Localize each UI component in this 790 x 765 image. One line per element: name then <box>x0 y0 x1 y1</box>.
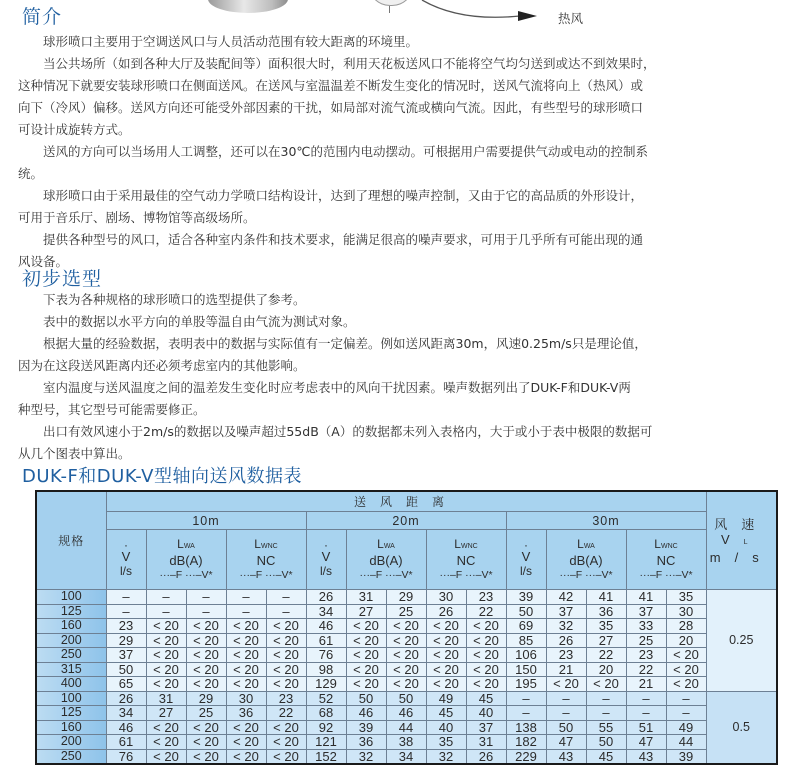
paragraph-line: 这种情况下就要安装球形喷口在侧面送风。在送风与室温温差不断发生变化的情况时，送风气流将向上（热风）或 <box>18 78 644 93</box>
value-cell: < 20 <box>186 662 226 677</box>
value-cell: 35 <box>426 735 466 750</box>
value-cell: < 20 <box>226 720 266 735</box>
value-cell: < 20 <box>386 648 426 663</box>
section-heading-selection: 初步选型 <box>22 268 103 290</box>
flow-symbol: V <box>521 549 531 564</box>
value-cell: < 20 <box>226 633 266 648</box>
paragraph-line: 因为在这段送风距离内还必须考虑室内的其他影响。 <box>18 358 306 373</box>
flow-unit: l/s <box>320 564 332 578</box>
spec-cell: 250 <box>36 749 106 764</box>
value-cell: < 20 <box>346 633 386 648</box>
header-distance-20m: 20m <box>306 512 506 530</box>
value-cell: 150 <box>506 662 546 677</box>
header-speed <box>706 491 777 590</box>
value-cell: < 20 <box>346 662 386 677</box>
header-lwnc-sub: WNC <box>460 543 478 550</box>
spec-cell: 160 <box>36 619 106 634</box>
header-lwnc-symbol-wrap <box>427 537 506 554</box>
value-cell: < 20 <box>466 633 506 648</box>
paragraph-line: 球形喷口由于采用最佳的空气动力学喷口结构设计，达到了理想的噪声控制，又由于它的高品质的外形设计， <box>43 188 644 203</box>
table-row <box>36 619 777 634</box>
value-cell: < 20 <box>266 648 306 663</box>
value-cell: 30 <box>666 604 706 619</box>
value-cell: < 20 <box>386 619 426 634</box>
value-cell: – <box>186 604 226 619</box>
value-cell: 41 <box>626 590 666 605</box>
value-cell: 32 <box>346 749 386 764</box>
value-cell: < 20 <box>386 662 426 677</box>
value-cell: 52 <box>306 691 346 706</box>
value-cell: < 20 <box>466 662 506 677</box>
header-lwnc-symbol: L <box>654 537 661 551</box>
value-cell: 25 <box>186 706 226 721</box>
value-cell: 34 <box>386 749 426 764</box>
value-cell: 37 <box>546 604 586 619</box>
value-cell: 23 <box>626 648 666 663</box>
header-lwa-unit: dB(A) <box>569 553 603 568</box>
header-lwa <box>546 530 626 590</box>
paragraph-line: 向下（冷风）偏移。送风方向还可能受外部因素的干扰，如局部对流气流或横向气流。因此，有些型号的球形喷口 <box>18 100 644 115</box>
value-cell: < 20 <box>666 662 706 677</box>
value-cell: – <box>266 590 306 605</box>
dot-icon: · <box>124 538 128 552</box>
value-cell: < 20 <box>226 619 266 634</box>
value-cell: 51 <box>626 720 666 735</box>
header-lwa-fv-label: ···–F ···–V* <box>159 569 213 581</box>
header-lwnc-unit: NC <box>256 553 276 568</box>
value-cell: 23 <box>466 590 506 605</box>
paragraph-line: 可设计成旋转方式。 <box>18 122 131 137</box>
value-cell: 46 <box>106 720 146 735</box>
speed-label: 风速 <box>714 516 769 532</box>
value-cell: < 20 <box>346 677 386 692</box>
paragraph-line: 提供各种型号的风口，适合各种室内条件和技术要求，能满足很高的噪声要求，可用于几乎所有可能出现的通 <box>43 232 644 247</box>
header-lwa <box>346 530 426 590</box>
header-lwnc-fv-label: ···–F ···–V* <box>439 569 493 581</box>
value-cell: 44 <box>666 735 706 750</box>
value-cell: < 20 <box>346 619 386 634</box>
value-cell: 27 <box>346 604 386 619</box>
center-mark <box>389 6 390 13</box>
spec-cell: 250 <box>36 648 106 663</box>
header-lwnc-symbol-wrap <box>227 537 306 554</box>
value-cell: 76 <box>306 648 346 663</box>
value-cell: < 20 <box>146 735 186 750</box>
airflow-data-table <box>35 490 778 765</box>
value-cell: < 20 <box>346 648 386 663</box>
value-cell: 65 <box>106 677 146 692</box>
value-cell: – <box>506 706 546 721</box>
value-cell: 39 <box>346 720 386 735</box>
value-cell: < 20 <box>586 677 626 692</box>
value-cell: < 20 <box>186 720 226 735</box>
table-row <box>36 749 777 764</box>
table-row <box>36 677 777 692</box>
spec-cell: 125 <box>36 706 106 721</box>
value-cell: – <box>106 590 146 605</box>
section-heading-intro: 简介 <box>22 6 63 28</box>
header-lwa-symbol-wrap <box>147 537 226 554</box>
value-cell: 39 <box>666 749 706 764</box>
flow-symbol: V <box>321 549 331 564</box>
value-cell: 76 <box>106 749 146 764</box>
value-cell: – <box>666 706 706 721</box>
value-cell: < 20 <box>186 735 226 750</box>
value-cell: < 20 <box>146 633 186 648</box>
value-cell: – <box>146 590 186 605</box>
header-lwnc-unit: NC <box>456 553 476 568</box>
flow-unit: l/s <box>520 564 532 578</box>
header-lwa-sub: WA <box>183 543 195 550</box>
speed-symbol-wrap <box>707 532 777 550</box>
value-cell: < 20 <box>666 648 706 663</box>
header-lwa <box>146 530 226 590</box>
header-flow <box>506 530 546 590</box>
paragraph-line: 下表为各种规格的球形喷口的选型提供了参考。 <box>43 292 306 307</box>
value-cell: 30 <box>226 691 266 706</box>
header-distance-30m: 30m <box>506 512 706 530</box>
value-cell: 41 <box>586 590 626 605</box>
header-lwnc-fv-label: ···–F ···–V* <box>639 569 693 581</box>
value-cell: 121 <box>306 735 346 750</box>
value-cell: < 20 <box>186 749 226 764</box>
value-cell: < 20 <box>466 619 506 634</box>
header-lwa-symbol: L <box>577 537 584 551</box>
value-cell: – <box>626 706 666 721</box>
value-cell: < 20 <box>426 619 466 634</box>
table-row <box>36 706 777 721</box>
table-row <box>36 590 777 605</box>
value-cell: < 20 <box>266 677 306 692</box>
spec-cell: 400 <box>36 677 106 692</box>
value-cell: 44 <box>386 720 426 735</box>
value-cell: 26 <box>306 590 346 605</box>
value-cell: 31 <box>146 691 186 706</box>
value-cell: < 20 <box>226 735 266 750</box>
header-lwnc <box>426 530 506 590</box>
value-cell: 20 <box>666 633 706 648</box>
value-cell: 138 <box>506 720 546 735</box>
value-cell: 47 <box>546 735 586 750</box>
value-cell: < 20 <box>146 662 186 677</box>
header-lwa-symbol: L <box>177 537 184 551</box>
hot-air-arrow-icon <box>400 0 560 24</box>
value-cell: 29 <box>186 691 226 706</box>
value-cell: < 20 <box>466 648 506 663</box>
speed-unit: m/s <box>709 549 773 565</box>
value-cell: 26 <box>426 604 466 619</box>
header-lwnc-unit: NC <box>656 553 676 568</box>
value-cell: < 20 <box>146 648 186 663</box>
value-cell: 46 <box>306 619 346 634</box>
value-cell: – <box>186 590 226 605</box>
speed-cell: 0.25 <box>706 590 777 692</box>
value-cell: 45 <box>466 691 506 706</box>
value-cell: 26 <box>466 749 506 764</box>
header-distance: 送风距离 <box>106 491 706 512</box>
selection-text <box>18 289 778 465</box>
header-lwnc-symbol-wrap <box>627 537 706 554</box>
value-cell: 106 <box>506 648 546 663</box>
value-cell: 32 <box>426 749 466 764</box>
value-cell: 23 <box>106 619 146 634</box>
paragraph-line: 表中的数据以水平方向的单股等温自由气流为测试对象。 <box>43 314 356 329</box>
value-cell: 152 <box>306 749 346 764</box>
value-cell: < 20 <box>226 677 266 692</box>
spec-cell: 200 <box>36 633 106 648</box>
value-cell: 27 <box>146 706 186 721</box>
value-cell: < 20 <box>146 749 186 764</box>
value-cell: 21 <box>546 662 586 677</box>
value-cell: – <box>146 604 186 619</box>
header-lwnc <box>626 530 706 590</box>
value-cell: 22 <box>466 604 506 619</box>
value-cell: 20 <box>586 662 626 677</box>
value-cell: 47 <box>626 735 666 750</box>
value-cell: 49 <box>426 691 466 706</box>
value-cell: 46 <box>346 706 386 721</box>
table-row <box>36 633 777 648</box>
value-cell: 21 <box>626 677 666 692</box>
value-cell: 45 <box>586 749 626 764</box>
value-cell: 34 <box>106 706 146 721</box>
paragraph-line: 送风的方向可以当场用人工调整，还可以在30℃的范围内电动摆动。可根据用户需要提供气动或电动的控制系 <box>43 144 648 159</box>
value-cell: 182 <box>506 735 546 750</box>
spec-cell: 100 <box>36 590 106 605</box>
value-cell: 29 <box>106 633 146 648</box>
value-cell: 50 <box>106 662 146 677</box>
value-cell: 28 <box>666 619 706 634</box>
header-spec: 规格 <box>36 491 106 590</box>
value-cell: < 20 <box>266 735 306 750</box>
paragraph-line: 从几个图表中算出。 <box>18 446 131 461</box>
value-cell: < 20 <box>146 619 186 634</box>
header-lwa-unit: dB(A) <box>169 553 203 568</box>
value-cell: 50 <box>346 691 386 706</box>
header-lwnc-sub: WNC <box>660 543 678 550</box>
header-lwnc-fv-label: ···–F ···–V* <box>239 569 293 581</box>
value-cell: 98 <box>306 662 346 677</box>
value-cell: 25 <box>626 633 666 648</box>
value-cell: 30 <box>426 590 466 605</box>
header-flow <box>106 530 146 590</box>
value-cell: < 20 <box>266 720 306 735</box>
header-lwa-sub: WA <box>383 543 395 550</box>
value-cell: – <box>106 604 146 619</box>
value-cell: 55 <box>586 720 626 735</box>
value-cell: – <box>626 691 666 706</box>
value-cell: 37 <box>466 720 506 735</box>
table-row <box>36 691 777 706</box>
value-cell: < 20 <box>386 677 426 692</box>
value-cell: < 20 <box>426 662 466 677</box>
value-cell: 31 <box>346 590 386 605</box>
value-cell: 38 <box>386 735 426 750</box>
value-cell: – <box>226 590 266 605</box>
value-cell: – <box>546 706 586 721</box>
spec-cell: 315 <box>36 662 106 677</box>
value-cell: < 20 <box>146 720 186 735</box>
spec-cell: 200 <box>36 735 106 750</box>
value-cell: 40 <box>426 720 466 735</box>
value-cell: < 20 <box>186 633 226 648</box>
value-cell: 50 <box>586 735 626 750</box>
value-cell: 69 <box>506 619 546 634</box>
spec-cell: 160 <box>36 720 106 735</box>
value-cell: < 20 <box>666 677 706 692</box>
value-cell: 37 <box>626 604 666 619</box>
value-cell: 25 <box>386 604 426 619</box>
header-lwnc-sub: WNC <box>260 543 278 550</box>
paragraph-line: 根据大量的经验数据，表明表中的数据与实际值有一定偏差。例如送风距离30m，风速0.25m/s只是理论值， <box>43 336 647 351</box>
header-lwa-fv-label: ···–F ···–V* <box>359 569 413 581</box>
value-cell: < 20 <box>226 749 266 764</box>
value-cell: 50 <box>506 604 546 619</box>
value-cell: 229 <box>506 749 546 764</box>
header-lwnc <box>226 530 306 590</box>
paragraph-line: 可用于音乐厅、剧场、博物馆等高级场所。 <box>18 210 256 225</box>
header-lwa-symbol-wrap <box>347 537 426 554</box>
value-cell: 92 <box>306 720 346 735</box>
value-cell: 36 <box>586 604 626 619</box>
value-cell: 85 <box>506 633 546 648</box>
value-cell: 50 <box>546 720 586 735</box>
value-cell: – <box>546 691 586 706</box>
value-cell: 34 <box>306 604 346 619</box>
value-cell: < 20 <box>266 619 306 634</box>
value-cell: – <box>586 706 626 721</box>
value-cell: – <box>666 691 706 706</box>
value-cell: 195 <box>506 677 546 692</box>
paragraph-line: 出口有效风速小于2m/s的数据以及噪声超过55dB（A）的数据都未列入表格内，大于或小于表中极限的数据可 <box>43 424 653 439</box>
round-nozzle-illustration <box>208 0 288 13</box>
value-cell: < 20 <box>226 662 266 677</box>
value-cell: 32 <box>546 619 586 634</box>
value-cell: < 20 <box>266 633 306 648</box>
value-cell: < 20 <box>546 677 586 692</box>
header-lwa-symbol-wrap <box>547 537 626 554</box>
speed-sub: L <box>743 538 762 546</box>
value-cell: – <box>586 691 626 706</box>
value-cell: 37 <box>106 648 146 663</box>
value-cell: < 20 <box>386 633 426 648</box>
value-cell: 36 <box>346 735 386 750</box>
header-lwa-sub: WA <box>583 543 595 550</box>
value-cell: 39 <box>506 590 546 605</box>
flow-unit: l/s <box>120 564 132 578</box>
value-cell: 61 <box>306 633 346 648</box>
dot-icon: · <box>324 538 328 552</box>
header-lwnc-symbol: L <box>254 537 261 551</box>
header-distance-10m: 10m <box>106 512 306 530</box>
header-lwnc-symbol: L <box>454 537 461 551</box>
value-cell: – <box>506 691 546 706</box>
value-cell: 29 <box>386 590 426 605</box>
value-cell: 49 <box>666 720 706 735</box>
value-cell: 22 <box>586 648 626 663</box>
paragraph-line: 球形喷口主要用于空调送风口与人员活动范围有较大距离的环境里。 <box>43 34 419 49</box>
header-lwa-fv-label: ···–F ···–V* <box>559 569 613 581</box>
value-cell: 23 <box>546 648 586 663</box>
value-cell: < 20 <box>426 633 466 648</box>
table-row <box>36 735 777 750</box>
paragraph-line: 室内温度与送风温度之间的温差发生变化时应考虑表中的风向干扰因素。噪声数据列出了DUK-F和DUK-V两 <box>43 380 631 395</box>
value-cell: – <box>226 604 266 619</box>
spec-cell: 125 <box>36 604 106 619</box>
value-cell: 22 <box>266 706 306 721</box>
flow-symbol: V <box>121 549 131 564</box>
value-cell: 35 <box>586 619 626 634</box>
value-cell: 129 <box>306 677 346 692</box>
value-cell: < 20 <box>266 662 306 677</box>
value-cell: 36 <box>226 706 266 721</box>
value-cell: 42 <box>546 590 586 605</box>
value-cell: 50 <box>386 691 426 706</box>
table-row <box>36 648 777 663</box>
value-cell: 26 <box>106 691 146 706</box>
value-cell: 43 <box>546 749 586 764</box>
value-cell: < 20 <box>266 749 306 764</box>
table-row <box>36 720 777 735</box>
header-lwa-symbol: L <box>377 537 384 551</box>
header-lwa-unit: dB(A) <box>369 553 403 568</box>
value-cell: 35 <box>666 590 706 605</box>
value-cell: 43 <box>626 749 666 764</box>
value-cell: 22 <box>626 662 666 677</box>
value-cell: 27 <box>586 633 626 648</box>
hot-air-label: 热风 <box>558 11 584 26</box>
value-cell: – <box>266 604 306 619</box>
value-cell: < 20 <box>186 619 226 634</box>
paragraph-line: 统。 <box>18 166 44 181</box>
dot-icon: · <box>524 538 528 552</box>
value-cell: < 20 <box>466 677 506 692</box>
paragraph-line: 当公共场所（如到各种大厅及装配间等）面积很大时，利用天花板送风口不能将空气均匀送到或达不到效果时， <box>43 56 656 71</box>
speed-symbol: V <box>720 531 744 547</box>
spec-cell: 100 <box>36 691 106 706</box>
value-cell: < 20 <box>426 648 466 663</box>
value-cell: < 20 <box>186 677 226 692</box>
header-flow <box>306 530 346 590</box>
table-row <box>36 604 777 619</box>
paragraph-line: 种型号，其它型号可能需要修正。 <box>18 402 206 417</box>
paragraph-line: 风设备。 <box>18 254 69 269</box>
value-cell: 45 <box>426 706 466 721</box>
intro-text <box>18 31 778 273</box>
value-cell: 68 <box>306 706 346 721</box>
value-cell: < 20 <box>426 677 466 692</box>
value-cell: < 20 <box>146 677 186 692</box>
value-cell: 33 <box>626 619 666 634</box>
value-cell: < 20 <box>186 648 226 663</box>
value-cell: 23 <box>266 691 306 706</box>
value-cell: 46 <box>386 706 426 721</box>
value-cell: 26 <box>546 633 586 648</box>
table-title: DUK-F和DUK-V型轴向送风数据表 <box>22 466 302 487</box>
value-cell: 31 <box>466 735 506 750</box>
value-cell: 61 <box>106 735 146 750</box>
speed-cell: 0.5 <box>706 691 777 764</box>
value-cell: < 20 <box>226 648 266 663</box>
table-row <box>36 662 777 677</box>
value-cell: 40 <box>466 706 506 721</box>
